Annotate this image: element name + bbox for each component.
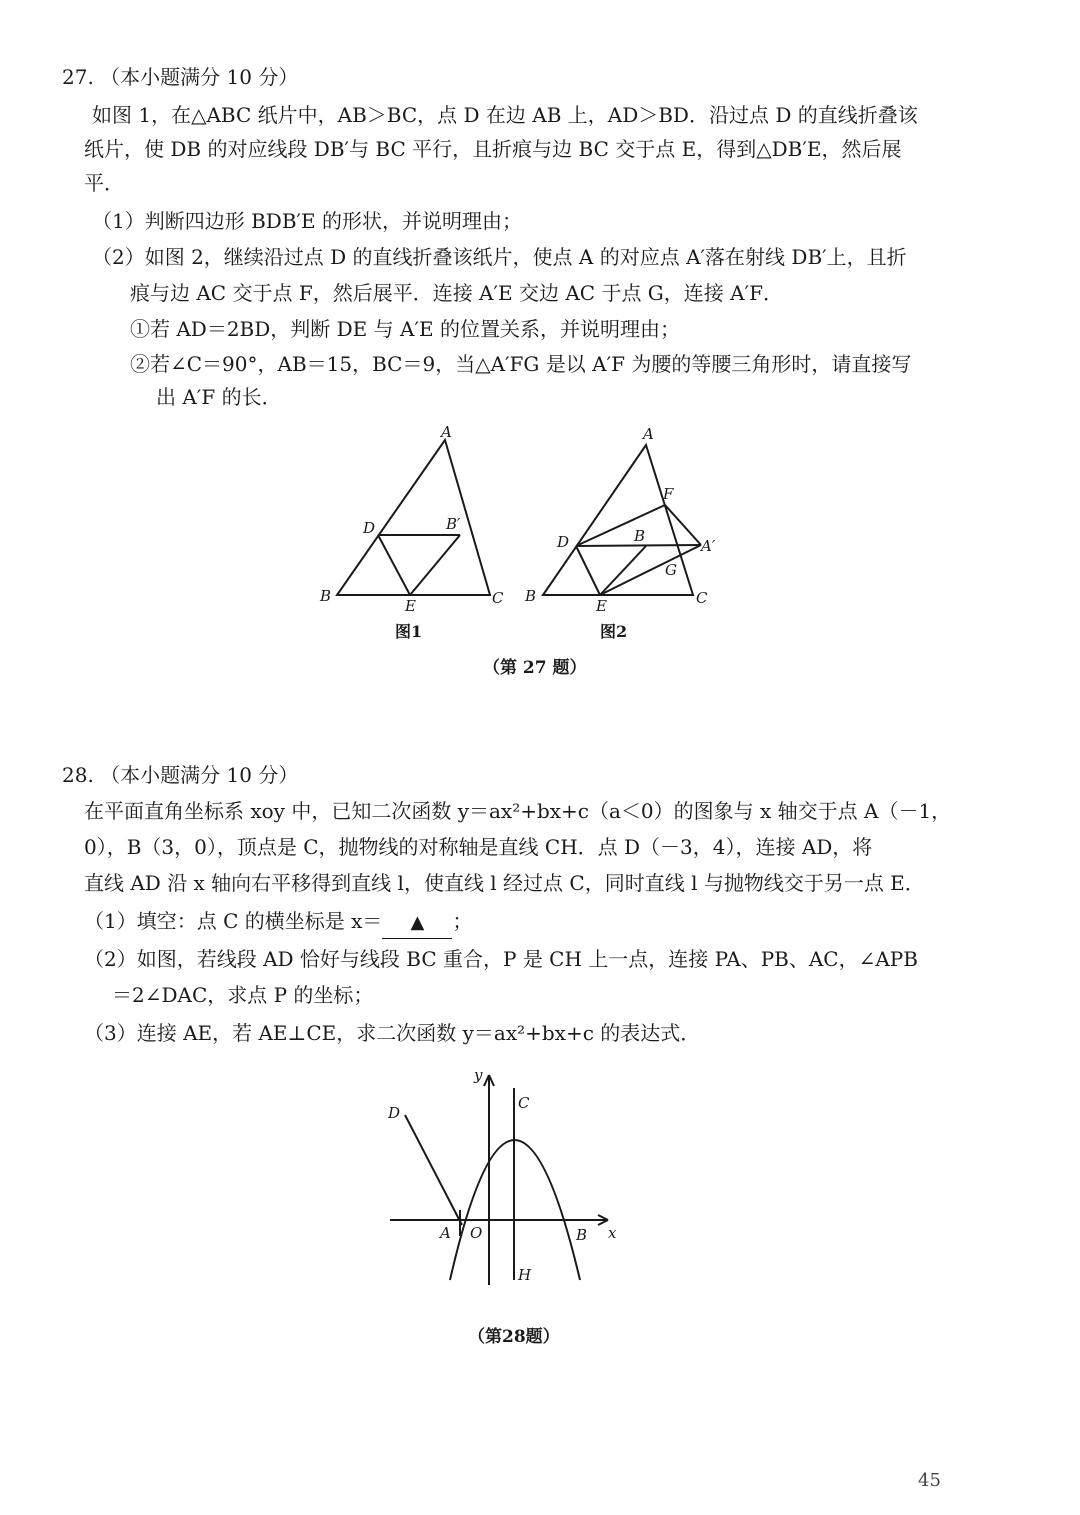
label-g: G [665,561,677,579]
label-x: x [608,1224,617,1242]
q28-graph [380,1060,640,1300]
segment-de [378,535,410,595]
label-b-prime: B′ [446,515,461,533]
label-b: B [576,1226,588,1244]
q28-line-2: 0），B（3，0），顶点是 C，抛物线的对称轴是直线 CH．点 D（－3，4），连接 AD，将 [84,835,873,859]
label-e: E [596,597,607,615]
q27-line-5: （2）如图 2，继续沿过点 D 的直线折叠该纸片，使点 A 的对应点 A′落在射线 DB′上，且折 [92,245,907,269]
segment-de [576,546,600,595]
figure-2-caption: 图2 [600,622,628,641]
q27-line-2: 纸片，使 DB 的对应线段 DB′与 BC 平行，且折痕与边 BC 交于点 E，得到△DB′E，然后展 [84,137,902,161]
figure-1-caption: 图1 [395,622,423,641]
label-c: C [518,1094,530,1112]
q28-line-3: 直线 AD 沿 x 轴向右平移得到直线 l，使直线 l 经过点 C，同时直线 l 与抛物线交于另一点 E． [84,871,925,895]
q27-line-4: （1）判断四边形 BDB′E 的形状，并说明理由； [92,209,523,233]
q28-header: 28. （本小题满分 10 分） [62,763,299,787]
segment-d-a-prime [576,545,701,546]
segment-b-prime-e [410,535,460,595]
segment-b-prime-e [600,546,646,595]
answer-blank-end: ； [452,909,473,933]
label-a: A [440,1224,451,1242]
label-b-prime: B [634,527,646,545]
label-d: D [388,1104,401,1122]
label-f: F [663,485,674,503]
page-number: 45 [918,1470,941,1491]
q27-line-6: 痕与边 AC 交于点 F，然后展平．连接 A′E 交边 AC 于点 G，连接 A′F． [130,281,784,305]
label-b: B [320,587,332,605]
q27-line-8: ②若∠C＝90°，AB＝15，BC＝9，当△A′FG 是以 A′F 为腰的等腰三角形时，请直接写 [130,352,912,376]
q28-line-4 [84,906,472,939]
triangle-abc [337,440,490,595]
q27-line-3: 平． [84,171,124,195]
label-y: y [474,1066,483,1084]
label-d: D [363,519,376,537]
q28-line-5: （2）如图，若线段 AD 恰好与线段 BC 重合，P 是 CH 上一点，连接 PA、PB、AC，∠APB [84,947,918,971]
label-d: D [557,533,570,551]
q27-header: 27. （本小题满分 10 分） [62,65,299,89]
q28-caption: （第28题） [468,1327,560,1347]
q28-line-1: 在平面直角坐标系 xoy 中，已知二次函数 y＝ax²+bx+c（a＜0）的图象与 x 轴交于点 A（－1， [84,799,952,823]
label-o: O [470,1224,483,1242]
q28-line-4-text: （1）填空：点 C 的横坐标是 x＝ [84,909,383,933]
label-a-prime: A′ [701,537,716,555]
q28-line-7: （3）连接 AE，若 AE⊥CE，求二次函数 y＝ax²+bx+c 的表达式． [84,1021,701,1045]
q27-figure-2 [515,415,745,645]
answer-blank: ▲ [382,908,452,939]
q28-line-6: ＝2∠DAC，求点 P 的坐标； [112,983,374,1007]
q27-line-7: ①若 AD＝2BD，判断 DE 与 A′E 的位置关系，并说明理由； [130,317,680,341]
label-h: H [518,1266,532,1284]
segment-ad [405,1115,462,1225]
q27-line-1: 如图 1，在△ABC 纸片中，AB＞BC，点 D 在边 AB 上，AD＞BD．沿过点 D 的直线折叠该 [92,103,918,127]
segment-df [576,505,665,546]
q27-caption: （第 27 题） [483,658,587,678]
label-a: A [643,425,654,443]
label-c: C [696,589,708,607]
label-a: A [441,423,452,441]
q27-line-9: 出 A′F 的长． [156,385,282,409]
label-c: C [492,589,504,607]
label-b: B [525,587,537,605]
q27-figure-1 [310,415,520,645]
label-e: E [405,597,416,615]
